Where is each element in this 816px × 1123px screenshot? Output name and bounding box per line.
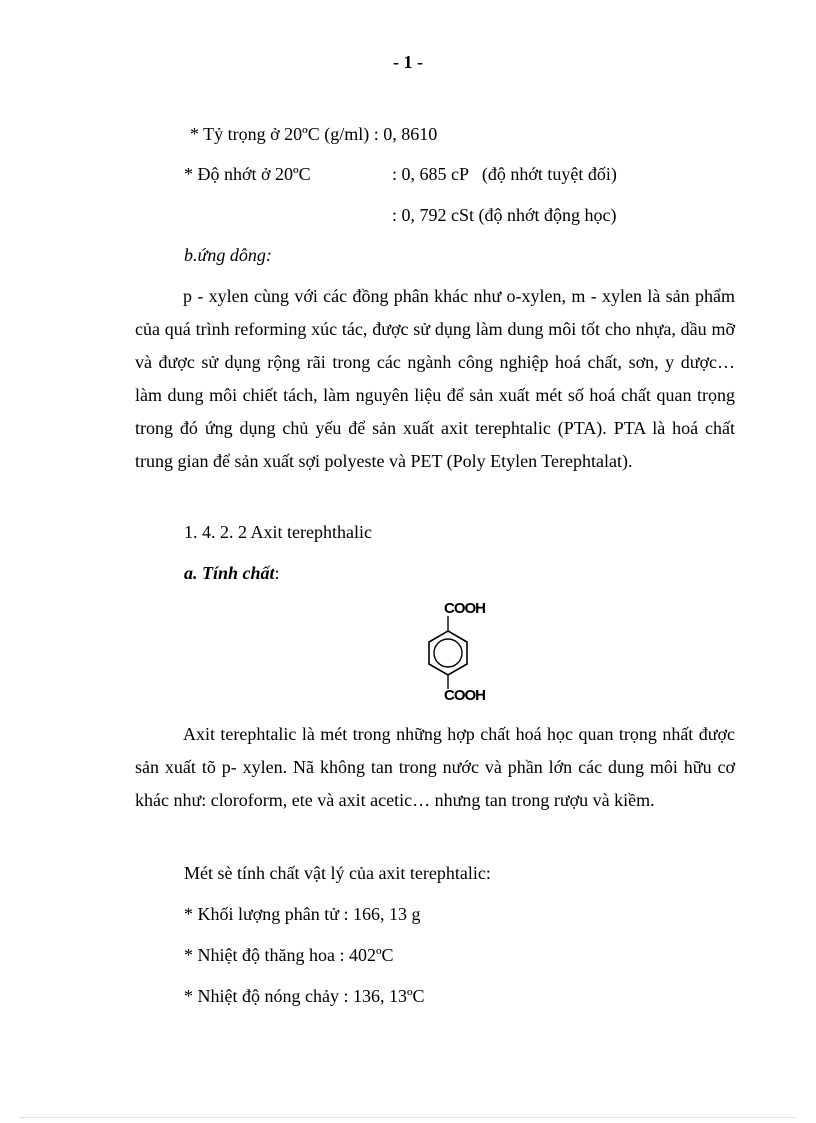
footer-rule: [20, 1117, 796, 1118]
paragraph-terephthalic: [135, 718, 735, 817]
terephthalic-acid-structure: [410, 598, 500, 708]
heading-applications: b.ứng dông:: [184, 245, 272, 265]
properties-intro: Mét sè tính chất vật lý của axit terephtalic:: [184, 863, 491, 883]
viscosity-absolute: : 0, 685 cP (độ nhớt tuyệt đối): [392, 164, 617, 184]
paragraph-applications-text: p - xylen cùng với các đồng phân khác như o-xylen, m - xylen là sản phẩm của quá trình reforming xúc tác, được sử dụng làm dung môi tốt cho nhựa, dầu mỡ và được sử dụng rộng rãi trong các ngành công nghiệp hoá chất, sơn, y dược… làm dung môi chiết tách, làm nguyên liệu để sản xuất mét số hoá chất quan trọng trong đó ứng dụng chủ yếu để sản xuất axit terephtalic (PTA). PTA là hoá chất trung gian để sản xuất sợi polyeste và PET (Poly Etylen Terephtalat).: [135, 286, 735, 471]
carboxyl-top-label: COOH: [444, 600, 485, 617]
density-line: * Tỷ trọng ở 20ºC (g/ml) : 0, 8610: [190, 124, 438, 144]
paragraph-terephthalic-text: Axit terephtalic là mét trong những hợp chất hoá học quan trọng nhất được sản xuất tõ p- xylen. Nã không tan trong nước và phần lớn các dung môi hữu cơ khác như: cloroform, ete và axit acetic… nhưng tan trong rượu và kiềm.: [135, 724, 735, 810]
property-sublimation-temp: * Nhiệt độ thăng hoa : 402ºC: [184, 945, 394, 965]
viscosity-label: * Độ nhớt ở 20ºC: [184, 164, 311, 184]
paragraph-applications: [135, 280, 735, 478]
heading-properties-label: a. Tính chất: [184, 563, 275, 583]
heading-properties: [184, 562, 280, 584]
page-number: - 1 -: [393, 52, 423, 72]
property-melting-point: * Nhiệt độ nóng chảy : 136, 13ºC: [184, 986, 425, 1006]
heading-properties-colon: :: [274, 563, 280, 583]
viscosity-kinematic: : 0, 792 cSt (độ nhớt động học): [392, 205, 617, 225]
property-molecular-weight: * Khối lượng phân tử : 166, 13 g: [184, 904, 421, 924]
carboxyl-bottom-label: COOH: [444, 687, 485, 704]
section-title: 1. 4. 2. 2 Axit terephthalic: [184, 522, 372, 542]
